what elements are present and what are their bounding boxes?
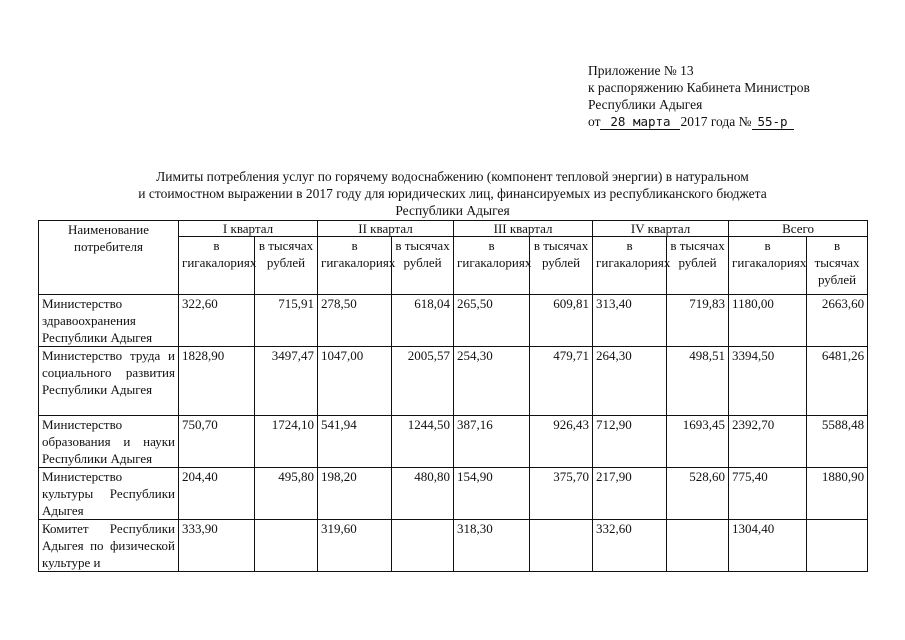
cell-q3-rub: 926,43: [530, 416, 593, 468]
cell-q4-gcal: 217,90: [593, 468, 667, 520]
table-row: [39, 295, 868, 347]
header-q3-gcal: в гигакалориях: [454, 237, 530, 295]
cell-q1-rub: 715,91: [255, 295, 318, 347]
header-q2-gcal: в гигакалориях: [318, 237, 392, 295]
cell-q1-gcal: 322,60: [179, 295, 255, 347]
cell-q3-gcal: 265,50: [454, 295, 530, 347]
header-row-quarters: [39, 221, 868, 237]
cell-q1-rub: 495,80: [255, 468, 318, 520]
cell-q1-rub: [255, 520, 318, 572]
cell-q4-rub: 498,51: [667, 347, 729, 416]
header-quarter-1: I квартал: [179, 221, 318, 237]
header-q2-rub: в тысячах рублей: [392, 237, 454, 295]
cell-q1-rub: 1724,10: [255, 416, 318, 468]
title-line-3: Республики Адыгея: [395, 203, 510, 218]
header-total-gcal: в гигакалориях: [729, 237, 807, 295]
cell-q4-rub: 528,60: [667, 468, 729, 520]
cell-q4-rub: [667, 520, 729, 572]
title-line-1: Лимиты потребления услуг по горячему водоснабжению (компонент тепловой энергии) в натуральном: [156, 169, 749, 184]
cell-q1-gcal: 204,40: [179, 468, 255, 520]
cell-total-gcal: 775,40: [729, 468, 807, 520]
consumer-name: Министерство труда и социального развития Республики Адыгея: [39, 347, 179, 416]
cell-q4-rub: 719,83: [667, 295, 729, 347]
cell-q2-gcal: 278,50: [318, 295, 392, 347]
annex-line-3: Республики Адыгея: [588, 97, 703, 112]
cell-q1-rub: 3497,47: [255, 347, 318, 416]
annex-line-1: Приложение № 13: [588, 63, 694, 78]
cell-q4-gcal: 712,90: [593, 416, 667, 468]
table-row: [39, 347, 868, 416]
cell-total-gcal: 1180,00: [729, 295, 807, 347]
header-quarter-2: II квартал: [318, 221, 454, 237]
cell-q2-gcal: 1047,00: [318, 347, 392, 416]
cell-q2-rub: 618,04: [392, 295, 454, 347]
cell-total-rub: 2663,60: [807, 295, 868, 347]
cell-total-rub: 6481,26: [807, 347, 868, 416]
cell-q3-gcal: 318,30: [454, 520, 530, 572]
cell-q2-rub: 480,80: [392, 468, 454, 520]
annex-line-2: к распоряжению Кабинета Министров: [588, 80, 810, 95]
cell-q4-gcal: 313,40: [593, 295, 667, 347]
annex-block: [588, 62, 810, 130]
cell-q3-gcal: 387,16: [454, 416, 530, 468]
cell-q1-gcal: 750,70: [179, 416, 255, 468]
annex-date-handwritten: 28 марта: [600, 115, 680, 130]
cell-q3-rub: 479,71: [530, 347, 593, 416]
cell-total-gcal: 3394,50: [729, 347, 807, 416]
cell-q2-rub: 2005,57: [392, 347, 454, 416]
header-q1-gcal: в гигакалориях: [179, 237, 255, 295]
cell-q3-gcal: 254,30: [454, 347, 530, 416]
table-row: [39, 520, 868, 572]
cell-q2-gcal: 198,20: [318, 468, 392, 520]
header-q3-rub: в тысячах рублей: [530, 237, 593, 295]
header-consumer-name: Наименование потребителя: [39, 221, 179, 295]
consumer-name: Министерство культуры Республики Адыгея: [39, 468, 179, 520]
header-q4-rub: в тысячах рублей: [667, 237, 729, 295]
cell-total-rub: 5588,48: [807, 416, 868, 468]
cell-q1-gcal: 333,90: [179, 520, 255, 572]
cell-total-gcal: 2392,70: [729, 416, 807, 468]
header-total: Всего: [729, 221, 868, 237]
annex-date-line: [588, 113, 810, 130]
header-quarter-4: IV квартал: [593, 221, 729, 237]
cell-total-rub: [807, 520, 868, 572]
annex-number-handwritten: 55-р: [752, 115, 794, 130]
limits-table: [38, 220, 868, 572]
cell-q1-gcal: 1828,90: [179, 347, 255, 416]
cell-q2-gcal: 541,94: [318, 416, 392, 468]
annex-year-text: 2017 года №: [680, 114, 752, 129]
document-title: [0, 168, 905, 219]
cell-q2-rub: 1244,50: [392, 416, 454, 468]
table-row: [39, 416, 868, 468]
header-quarter-3: III квартал: [454, 221, 593, 237]
cell-q4-rub: 1693,45: [667, 416, 729, 468]
consumer-name: Министерство здравоохранения Республики Адыгея: [39, 295, 179, 347]
annex-date-prefix: от: [588, 114, 601, 129]
header-q4-gcal: в гигакалориях: [593, 237, 667, 295]
cell-q3-rub: 609,81: [530, 295, 593, 347]
cell-q3-rub: [530, 520, 593, 572]
cell-total-rub: 1880,90: [807, 468, 868, 520]
title-line-2: и стоимостном выражении в 2017 году для юридических лиц, финансируемых из республиканского бюджета: [138, 186, 767, 201]
consumer-name: Комитет Республики Адыгея по физической культуре и: [39, 520, 179, 572]
cell-q4-gcal: 264,30: [593, 347, 667, 416]
cell-q3-rub: 375,70: [530, 468, 593, 520]
cell-q4-gcal: 332,60: [593, 520, 667, 572]
consumer-name: Министерство образования и науки Республики Адыгея: [39, 416, 179, 468]
header-total-rub: в тысячах рублей: [807, 237, 868, 295]
cell-q3-gcal: 154,90: [454, 468, 530, 520]
table-row: [39, 468, 868, 520]
cell-total-gcal: 1304,40: [729, 520, 807, 572]
cell-q2-gcal: 319,60: [318, 520, 392, 572]
header-q1-rub: в тысячах рублей: [255, 237, 318, 295]
cell-q2-rub: [392, 520, 454, 572]
